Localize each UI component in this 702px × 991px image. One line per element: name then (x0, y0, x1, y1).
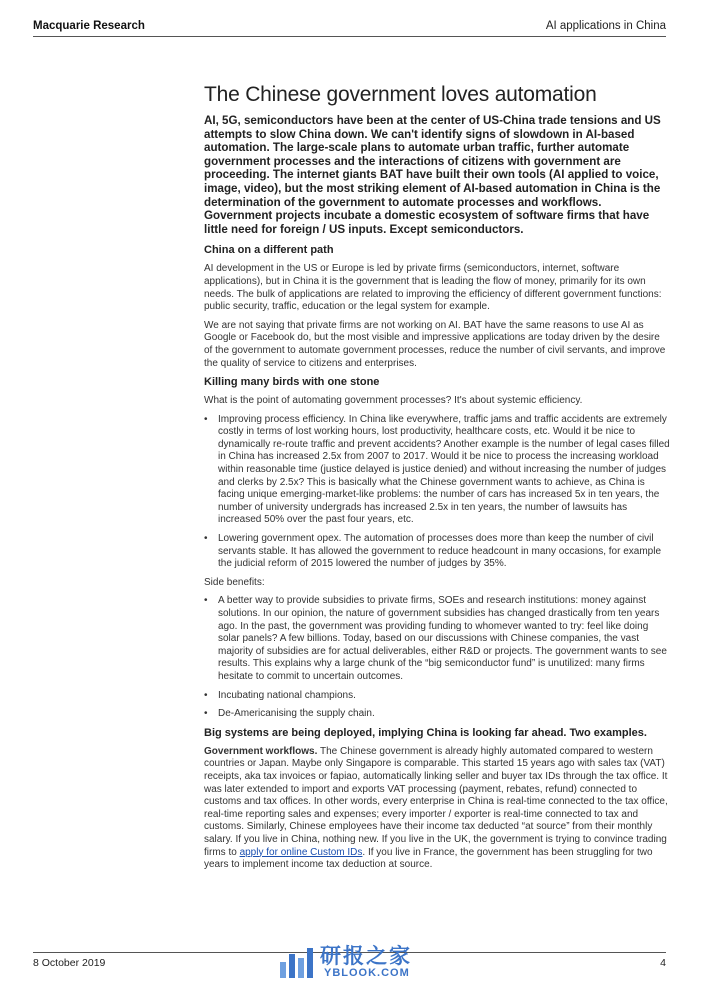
paragraph-text: The Chinese government is already highly automated compared to western countries or Japan. Maybe only Singapore is comparable. This started 15 years ago with sales tax (VAT) receipts, aka tax invoices or fapiao, automatically linking seller and buyer tax IDs through the tax office. It was later extended to import and exports VAT processing (payment, rebates, refund) connected to customs and tax offices. In other words, every enterprise in China is real-time connected to the tax office, real-time reporting sales and expenses; every importer / exporter is real-time connected to tax and customs. Similarly, Chinese employees have their income tax deducted “at source” from their monthly salary. If you live in China, nothing new. If you live in the UK, the government is trying to convince trading firms to (204, 745, 668, 858)
list-item-text: Lowering government opex. The automation of processes does more than keep the number of civil servants stable. It has allowed the government to reduce headcount in many occasions, for example the judicial reform of 2015 lowered the number of judges by 35%. (218, 533, 662, 570)
list-item (204, 414, 670, 527)
custom-ids-link[interactable]: apply for online Custom IDs (239, 846, 363, 858)
bullet-icon: • (204, 708, 208, 720)
bullet-icon: • (204, 413, 208, 425)
watermark-name: 研报之家 (320, 945, 412, 968)
side-benefits-label: Side benefits: (204, 576, 265, 588)
list-item (204, 595, 670, 683)
subheading-different-path: China on a different path (204, 244, 334, 257)
report-title: AI applications in China (545, 20, 666, 32)
bullet-icon: • (204, 595, 208, 607)
paragraph: What is the point of automating government processes? It's about systemic efficiency. (204, 395, 583, 407)
bullet-list (204, 595, 670, 720)
bar-chart-logo-icon (276, 940, 316, 980)
bullet-list (204, 414, 670, 571)
list-item-text: Improving process efficiency. In China like everywhere, traffic jams and traffic accidents are extremely costly in terms of lost working hours, lost productivity, healthcare costs, etc. Would it be nice to dynamically re-route traffic and prevent accidents? Another example is the number of legal cases filled in China has increased 2.5x from 2007 to 2017. Would it be nice to process the increasing workload within reasonable time (justice delayed is justice denied) and without increasing the number of judges and clerks by 2.5x? This is basically what the Chinese government wants to achieve, as China is facing unique emerging-market-like problems: the number of cars has increased 5x in ten years, the number of university undergrads has increased 2.5x in ten years, the number of lawsuits has increased 50% over the past four years, etc. (218, 413, 670, 526)
list-item (204, 690, 670, 703)
subheading-big-systems: Big systems are being deployed, implying China is looking far ahead. Two examples. (204, 726, 647, 739)
bullet-icon: • (204, 533, 208, 545)
bold-lead: Government workflows. (204, 745, 318, 757)
paragraph-government-workflows (204, 746, 670, 872)
paragraph: AI development in the US or Europe is led by private firms (semiconductors, internet, software applications), but in China it is the government that is leading the flow of money, primarily for its own needs. The bulk of applications are related to improving the efficiency of different government functions: public security, traffic, education or the legal system for example. (204, 263, 662, 313)
bullet-icon: • (204, 689, 208, 701)
list-item-text: A better way to provide subsidies to private firms, SOEs and research institutions: money against solutions. In our opinion, the nature of government subsidies has changed drastically from ten years ago. In the past, the government was providing funding to whomever wanted to try: feel like doing solar panels? A few billions. Today, based on our discussions with Chinese companies, the vast majority of subsidies are for actual deliverables, either R&D or projects. The government wants to see results. This explains why a large chunk of the “big semiconductor fund” is unutilized: many firms hesitate to commit to uncertain outcomes. (218, 595, 667, 682)
list-item-text: De-Americanising the supply chain. (218, 708, 375, 720)
section-title: The Chinese government loves automation (204, 83, 597, 106)
report-date: 8 October 2019 (33, 957, 106, 969)
page-number: 4 (660, 957, 666, 969)
paragraph-text: . If you live in France, the government has been struggling for two years to implement income tax deduction at source. (204, 846, 653, 871)
list-item (204, 533, 670, 571)
lead-paragraph: AI, 5G, semiconductors have been at the center of US-China trade tensions and US attempts to slow China down. We can't identify signs of slowdown in AI-based automation. The large-scale plans to automate urban traffic, further automate government processes and the interactions of citizens with government are proceeding. The internet giants BAT have built their own tools (AI applied to voice, image, video), but the most striking element of AI-based automation in China is the determination of the government to automate processes and workflows. Government projects incubate a domestic ecosystem of software firms that have little need for foreign / US inputs. Except semiconductors. (204, 114, 661, 236)
page-header (33, 18, 666, 37)
watermark-url: YBLOOK.COM (324, 967, 410, 979)
subheading-many-birds: Killing many birds with one stone (204, 376, 380, 389)
list-item-text: Incubating national champions. (218, 689, 356, 701)
publisher-name: Macquarie Research (33, 20, 145, 32)
watermark (276, 940, 466, 986)
paragraph: We are not saying that private firms are not working on AI. BAT have the same reasons to use AI as Google or Facebook do, but the most visible and impressive applications are today driven by the desire of the government to automate government processes, reduce the number of civil servants, and improve the quality of service to citizens and enterprises. (204, 319, 666, 369)
main-content (204, 82, 670, 878)
list-item (204, 708, 670, 721)
